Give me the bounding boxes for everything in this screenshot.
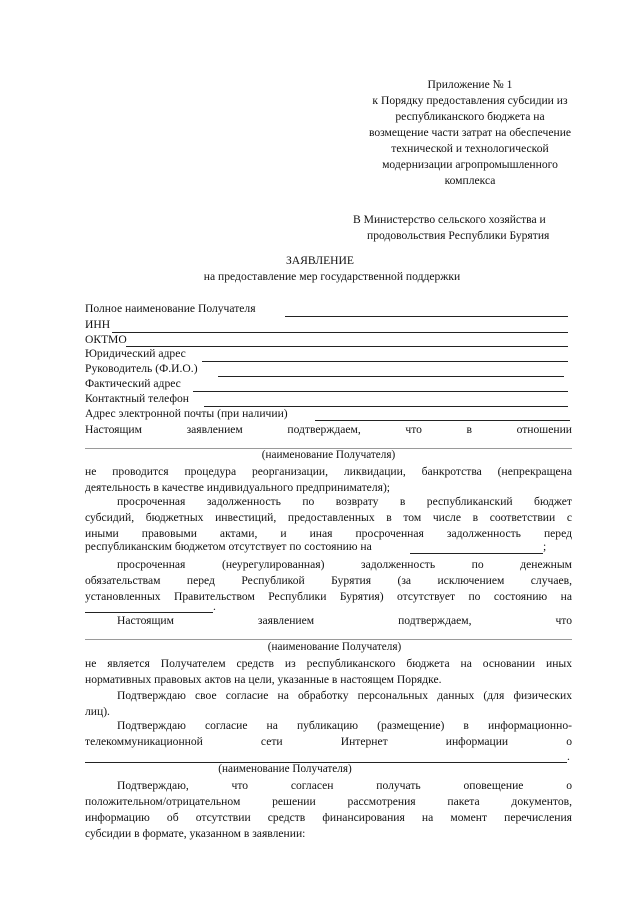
document-subtitle: на предоставление мер государственной поддержки [203, 270, 461, 283]
para1-word: что [405, 423, 422, 436]
field-full-name-line[interactable] [285, 316, 568, 317]
appendix-line: к Порядку предоставления субсидии из [372, 94, 568, 107]
appendix-line: комплекса [444, 174, 496, 187]
field-actual-address-line[interactable] [193, 391, 568, 392]
para5-line: лиц). [85, 705, 110, 718]
field-label-phone: Контактный телефон [85, 392, 189, 405]
appendix-line: возмещение части затрат на обеспечение [368, 126, 572, 139]
para1-line: не проводится процедура реорганизации, ликвидации, банкротства (непрекращена [85, 465, 572, 478]
para3-date-line[interactable] [85, 612, 213, 613]
para5-body [85, 688, 572, 720]
para4-word: заявлением [257, 614, 315, 627]
para7-line: субсидии в формате, указанном в заявлении: [85, 827, 306, 840]
para4-recipient-line[interactable] [85, 639, 572, 640]
para3-line: обязательствам перед Республикой Бурятия (за исключением случаев, [85, 574, 572, 587]
para2-line: просроченная задолженность по возврату в республиканский бюджет [117, 495, 572, 508]
para4-caption: (наименование Получателя) [267, 641, 402, 653]
para4-body [85, 656, 572, 688]
field-label-oktmo: ОКТМО [85, 333, 127, 346]
addressee-line: продовольствия Республики Бурятия [367, 229, 550, 242]
addressee-line: В Министерство сельского хозяйства и [353, 213, 546, 226]
para1-word: в [466, 423, 472, 436]
field-label-inn: ИНН [85, 318, 111, 331]
para7-line: информацию об отсутствии средств финансирования на момент перечисления [85, 811, 572, 824]
field-oktmo-line[interactable] [126, 346, 568, 347]
para1-body [85, 464, 572, 496]
para4-word: подтверждаем, [398, 614, 472, 627]
para1-word: заявлением [186, 423, 243, 436]
para4-first-line [117, 614, 572, 627]
field-inn-line[interactable] [112, 332, 568, 333]
para2-body [85, 494, 572, 542]
appendix-line: технической и технологической [391, 142, 549, 155]
para3-line: просроченная (неурегулированная) задолженность по денежным [117, 558, 572, 571]
field-email-line[interactable] [315, 420, 570, 421]
para3-body [85, 557, 572, 605]
para6-line: телекоммуникационной сети Интернет информации о [85, 735, 572, 748]
para2-last-line: республиканским бюджетом отсутствует по состоянию на [85, 540, 372, 553]
para4-word: Настоящим [117, 614, 174, 627]
para2-line: иными правовыми актами, и иная просроченная задолженность перед [85, 527, 572, 540]
para1-line: деятельность в качестве индивидуального предпринимателя); [85, 481, 391, 494]
para2-end: ; [543, 540, 547, 553]
appendix-line: Приложение № 1 [427, 78, 513, 91]
para5-line: Подтверждаю свое согласие на обработку персональных данных (для физических [117, 689, 572, 702]
para1-first-line [85, 423, 572, 436]
para4-line: нормативных правовых актов на цели, указанные в настоящем Порядке. [85, 673, 442, 686]
para3-end: . [213, 600, 216, 613]
field-label-email: Адрес электронной почты (при наличии) [85, 407, 288, 420]
para3-line: установленных Правительством Республики Бурятия) отсутствует по состоянию на [85, 590, 572, 603]
para6-line: Подтверждаю согласие на публикацию (размещение) в информационно- [117, 719, 572, 732]
field-label-director: Руководитель (Ф.И.О.) [85, 362, 198, 375]
para6-end: . [567, 750, 570, 763]
para2-date-line[interactable] [410, 553, 543, 554]
addressee-block [353, 212, 593, 244]
para6-caption: (наименование Получателя) [218, 763, 352, 775]
field-director-line[interactable] [218, 376, 564, 377]
document-title: ЗАЯВЛЕНИЕ [286, 254, 354, 267]
para7-line: Подтверждаю, что согласен получать оповещение о [117, 779, 572, 792]
field-label-legal-address: Юридический адрес [85, 347, 186, 360]
para1-word: Настоящим [85, 423, 142, 436]
para1-word: подтверждаем, [287, 423, 361, 436]
para6-body [85, 718, 572, 750]
field-label-actual-address: Фактический адрес [85, 377, 181, 390]
para1-caption: (наименование Получателя) [261, 449, 396, 461]
para4-word: что [555, 614, 572, 627]
appendix-block [350, 77, 590, 189]
field-label-full-name: Полное наименование Получателя [85, 302, 256, 315]
para7-line: положительном/отрицательном решении рассмотрения пакета документов, [85, 795, 572, 808]
para7-body [85, 778, 572, 842]
appendix-line: модернизации агропромышленного [382, 158, 558, 171]
appendix-line: республиканского бюджета на [395, 110, 545, 123]
para2-line: субсидий, бюджетных инвестиций, предоставленных в том числе в соответствии с [85, 511, 572, 524]
para4-line: не является Получателем средств из республиканского бюджета на основании иных [85, 657, 572, 670]
para1-word: отношении [516, 423, 572, 436]
field-legal-address-line[interactable] [202, 361, 568, 362]
